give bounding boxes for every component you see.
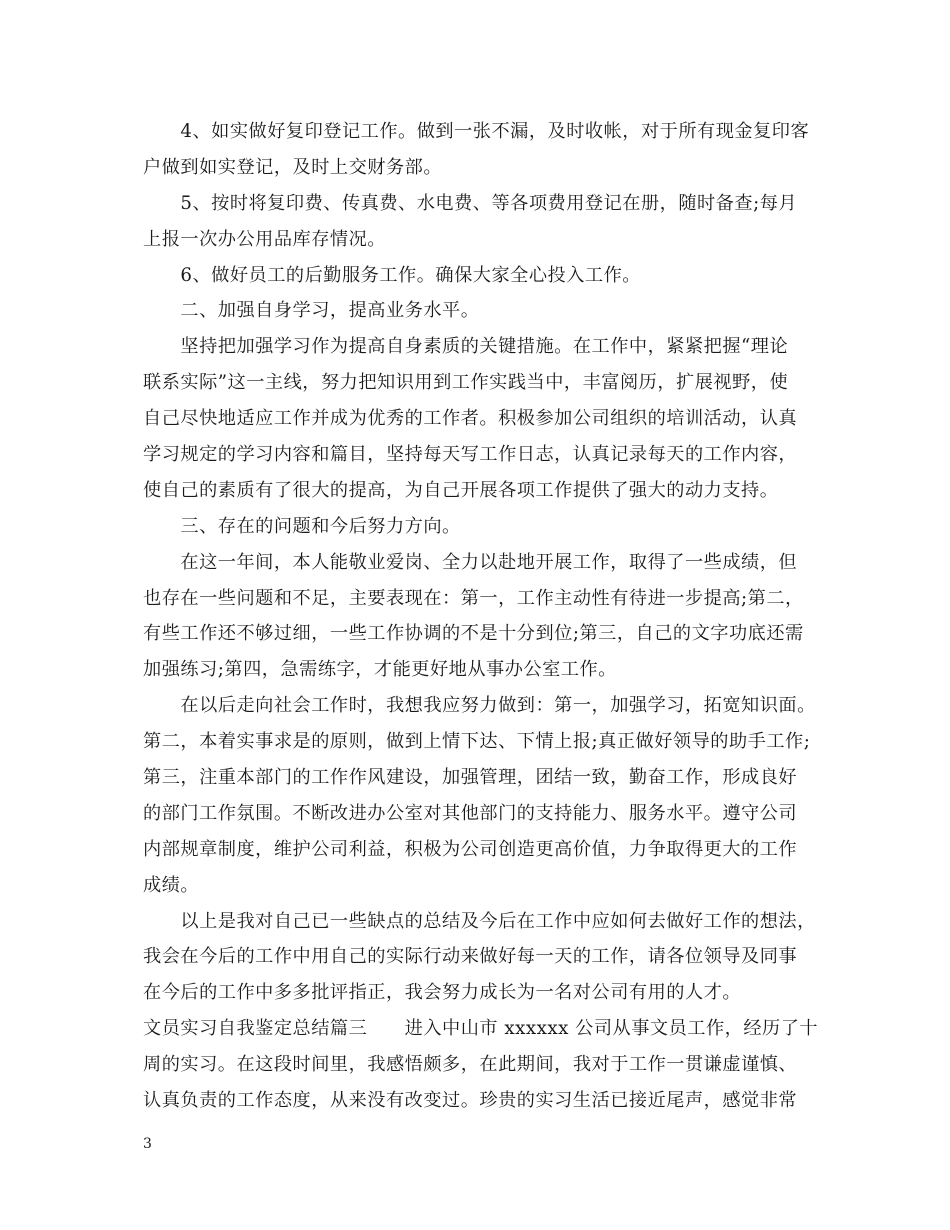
section-heading: 三、存在的问题和今后努力方向。 <box>143 515 461 537</box>
text-line: 的部门工作氛围。不断改进办公室对其他部门的支持能力、服务水平。遵守公司 <box>143 802 798 824</box>
text-line: 户做到如实登记，及时上交财务部。 <box>143 156 443 178</box>
text-line: 6、做好员工的后勤服务工作。确保大家全心投入工作。 <box>143 264 641 286</box>
document-body <box>143 114 823 1119</box>
page-number: 3 <box>143 1136 152 1152</box>
text-line: 学习规定的学习内容和篇目，坚持每天写工作日志，认真记录每天的工作内容， <box>143 444 798 466</box>
text-line: 以上是我对自己已一些缺点的总结及今后在工作中应如何去做好工作的想法， <box>143 910 816 932</box>
section-heading: 二、加强自身学习，提高业务水平。 <box>143 300 480 322</box>
text-line: 认真负责的工作态度，从来没有改变过。珍贵的实习生活已接近尾声，感觉非常 <box>143 1090 798 1112</box>
text-line: 自己尽快地适应工作并成为优秀的工作者。积极参加公司组织的培训活动，认真 <box>143 408 798 430</box>
text-line: 内部规章制度，维护公司利益，积极为公司创造更高价值，力争取得更大的工作 <box>143 838 798 860</box>
text-line: 5、按时将复印费、传真费、水电费、等各项费用登记在册，随时备查;每月 <box>143 192 798 214</box>
text-line: 第二，本着实事求是的原则，做到上情下达、下情上报;真正做好领导的助手工作; <box>143 731 811 753</box>
text-line: 在今后的工作中多多批评指正，我会努力成长为一名对公司有用的人才。 <box>143 982 742 1004</box>
text-line: 使自己的素质有了很大的提高，为自己开展各项工作提供了强大的动力支持。 <box>143 479 779 501</box>
text-line: 周的实习。在这段时间里，我感悟颇多，在此期间，我对于工作一贯谦虚谨慎、 <box>143 1054 798 1076</box>
text-line: 上报一次办公用品库存情况。 <box>143 228 386 250</box>
text-line: 4、如实做好复印登记工作。做到一张不漏，及时收帐，对于所有现金复印客 <box>143 121 810 142</box>
text-line: 我会在今后的工作中用自己的实际行动来做好每一天的工作，请各位领导及同事 <box>143 946 798 968</box>
text-line: 文员实习自我鉴定总结篇三 进入中山市 xxxxxx 公司从事文员工作，经历了十 <box>143 1018 819 1040</box>
text-line: 在这一年间，本人能敬业爱岗、全力以赴地开展工作，取得了一些成绩，但 <box>143 551 798 573</box>
text-line: 有些工作还不够过细，一些工作协调的不是十分到位;第三，自己的文字功底还需 <box>143 623 804 645</box>
text-line: 成绩。 <box>143 874 200 896</box>
text-line: 也存在一些问题和不足，主要表现在：第一，工作主动性有待进一步提高;第二， <box>143 587 804 609</box>
text-line: 联系实际”这一主线，努力把知识用到工作实践当中，丰富阅历，扩展视野，使 <box>143 372 789 394</box>
text-line: 坚持把加强学习作为提高自身素质的关键措施。在工作中，紧紧把握“理论 <box>143 336 789 358</box>
text-line: 在以后走向社会工作时，我想我应努力做到：第一，加强学习，拓宽知识面。 <box>143 695 816 717</box>
text-line: 第三，注重本部门的工作作风建设，加强管理，团结一致，勤奋工作，形成良好 <box>143 767 798 789</box>
text-line: 加强练习;第四，急需练字，才能更好地从事办公室工作。 <box>143 659 617 681</box>
